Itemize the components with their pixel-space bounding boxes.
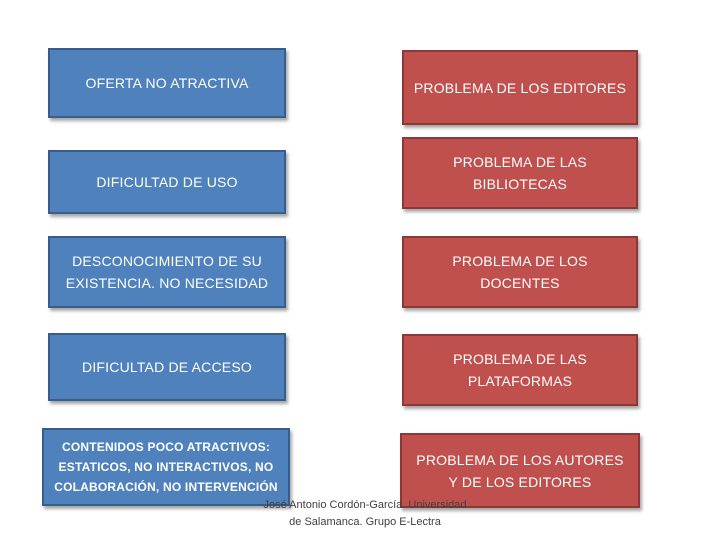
left-box-3	[48, 236, 286, 308]
left-box-5	[42, 428, 290, 506]
right-box-2	[402, 137, 638, 209]
right-box-2-text: PROBLEMA DE LAS BIBLIOTECAS	[453, 154, 587, 192]
left-box-4-text: DIFICULTAD DE ACCESO	[82, 359, 252, 375]
left-box-4	[48, 333, 286, 401]
left-box-3-text: DESCONOCIMIENTO DE SU EXISTENCIA. NO NECESIDAD	[65, 253, 269, 291]
right-box-5-text: PROBLEMA DE LOS AUTORES Y DE LOS EDITORES	[416, 451, 624, 490]
right-box-3-text: PROBLEMA DE LOS DOCENTES	[452, 253, 588, 291]
left-box-1	[48, 48, 286, 118]
right-box-4-text: PROBLEMA DE LAS PLATAFORMAS	[453, 351, 587, 389]
right-box-1-text: PROBLEMA DE LOS EDITORES	[413, 79, 627, 96]
left-box-1-text: OFERTA NO ATRACTIVA	[85, 75, 249, 91]
left-box-2-text: DIFICULTAD DE USO	[96, 174, 238, 190]
left-box-5-text: CONTENIDOS POCO ATRACTIVOS: ESTATICOS, NO INTERACTIVOS, NO COLABORACIÓN, NO INTERVENCIÓN	[54, 440, 278, 494]
right-box-1	[402, 50, 638, 125]
footer-credit: José Antonio Cordón-García. Universidad de Salamanca. Grupo E-Lectra	[263, 499, 467, 528]
right-box-4	[402, 334, 638, 406]
right-box-3	[402, 236, 638, 308]
left-box-2	[48, 150, 286, 214]
